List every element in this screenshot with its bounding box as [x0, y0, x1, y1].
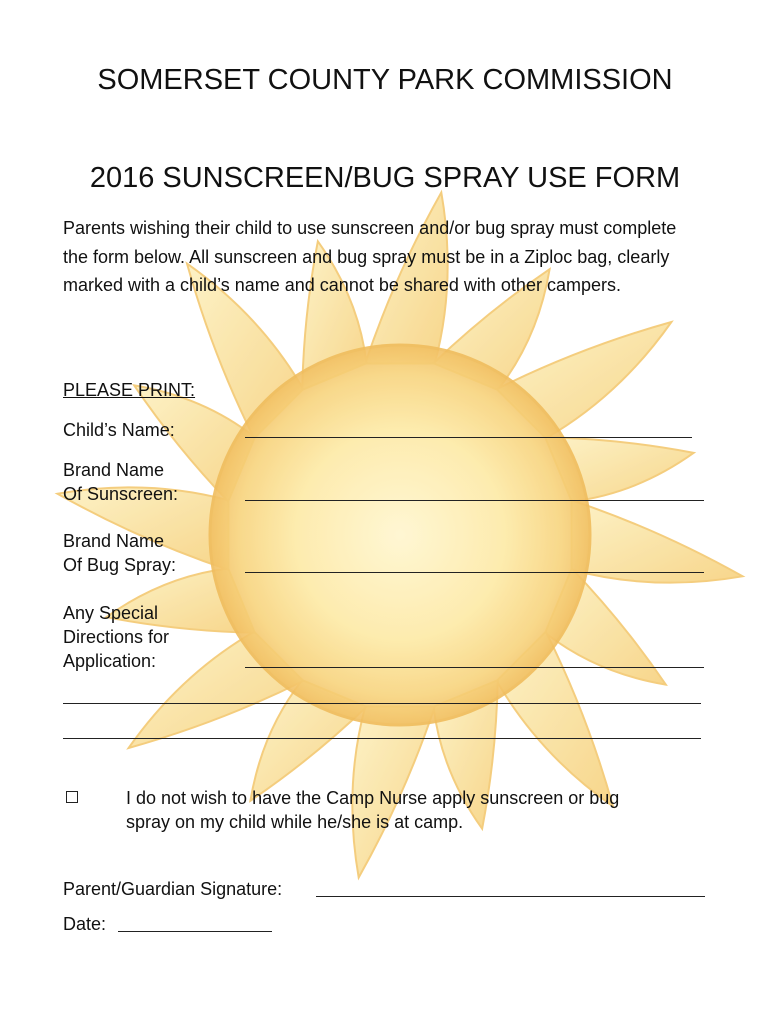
directions-field-line2[interactable]: [63, 703, 701, 704]
directions-field-line1[interactable]: [245, 667, 704, 668]
date-label: Date:: [63, 914, 107, 934]
sunscreen-label-line2: Of Sunscreen:: [63, 484, 179, 504]
bugspray-label-line2: Of Bug Spray:: [63, 555, 177, 575]
sun-core: [210, 345, 590, 725]
opt-out-text-line2: spray on my child while he/she is at camp.: [126, 812, 464, 832]
bugspray-label-line1: Brand Name: [63, 531, 165, 551]
opt-out-text-line1: I do not wish to have the Camp Nurse apply sunscreen or bug: [126, 788, 620, 808]
directions-label-line2: Directions for: [63, 627, 170, 647]
organization-title: SOMERSET COUNTY PARK COMMISSION: [97, 64, 673, 96]
childs-name-label: Child’s Name:: [63, 420, 175, 440]
directions-label-line3: Application:: [63, 651, 157, 671]
directions-field-line3[interactable]: [63, 738, 701, 739]
opt-out-checkbox[interactable]: [66, 791, 78, 803]
sunscreen-brand-field[interactable]: [245, 500, 704, 501]
please-print-heading: PLEASE PRINT:: [63, 380, 196, 400]
intro-paragraph: Parents wishing their child to use sunscreen and/or bug spray must complete the form below. All sunscreen and bug spray must be in a Ziploc bag, clearly marked with a child’s name and cannot be shared with other campers.: [63, 218, 677, 295]
form-title: 2016 SUNSCREEN/BUG SPRAY USE FORM: [89, 162, 681, 194]
sunscreen-label-line1: Brand Name: [63, 460, 165, 480]
signature-field[interactable]: [316, 896, 705, 897]
bugspray-brand-field[interactable]: [245, 572, 704, 573]
directions-label-line1: Any Special: [63, 603, 159, 623]
date-field[interactable]: [118, 931, 272, 932]
childs-name-field[interactable]: [245, 437, 692, 438]
signature-label: Parent/Guardian Signature:: [63, 879, 283, 899]
sun-ray: [572, 500, 743, 582]
